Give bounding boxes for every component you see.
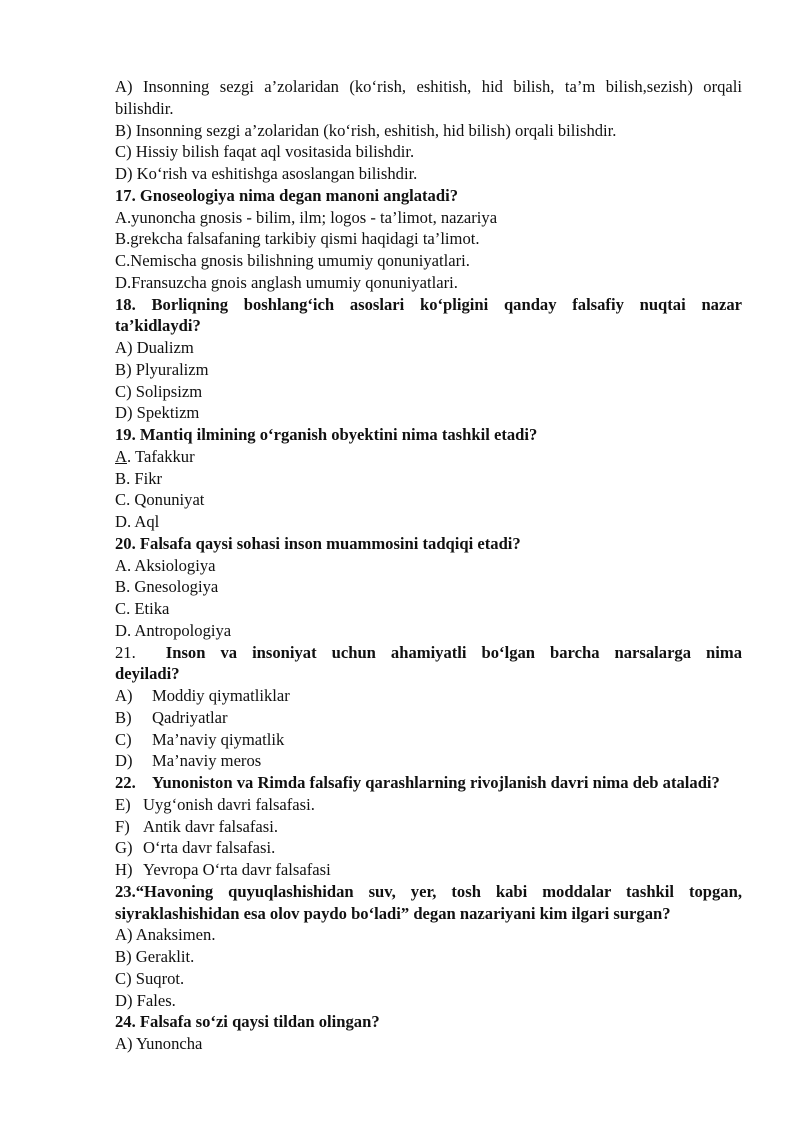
q20-option-c: C. Etika (115, 599, 170, 618)
q19-option-a (115, 446, 742, 468)
q21-option-d: D) Ma’naviy meros (115, 751, 262, 771)
q20-option-d: D. Antropologiya (115, 620, 232, 640)
document-page (115, 76, 742, 1055)
q19-option-c: C. Qonuniyat (115, 490, 205, 510)
q19-question: 19. Mantiq ilmining o‘rganish obyektini nima tashkil etadi? (115, 425, 538, 444)
q23-option-d: D) Fales. (115, 990, 176, 1010)
q22-option-f: F) Antik davr falsafasi. (115, 816, 279, 836)
q22-option-e: E) Uyg‘onish davri falsafasi. (115, 794, 315, 814)
q16-option-a-line2: bilishdir. (115, 98, 174, 118)
q21-question-line2: deyiladi? (115, 664, 180, 684)
q21-number: 21. (115, 642, 136, 662)
q16-option-a-line1: A) Insonning sezgi a’zolaridan (ko‘rish, eshitish, hid bilish, ta’m bilish,sezish) orqali (115, 77, 742, 96)
q20-option-a: A. Aksiologiya (115, 555, 216, 575)
q19-option-b: B. Fikr (115, 468, 163, 488)
q22-option-g: G) O‘rta davr falsafasi. (115, 838, 276, 858)
q18-question-line1: 18. Borliqning boshlang‘ich asoslari ko‘pligini qanday falsafiy nuqtai nazar (115, 294, 742, 314)
q22-number: 22. (115, 773, 136, 792)
q18-option-c: C) Solipsizm (115, 381, 203, 401)
q21-option-a: A) Moddiy qiymatliklar (115, 686, 290, 705)
q16-option-c: C) Hissiy bilish faqat aql vositasida bilishdir. (115, 142, 415, 162)
q21-question-line1: 21. Inson va insoniyat uchun ahamiyatli bo‘lgan barcha narsalarga nima (115, 642, 742, 662)
q17-option-a: A.yunoncha gnosis - bilim, ilm; logos - ta’limot, nazariya (115, 207, 498, 227)
q23-question-line2: siyraklashishidan esa olov paydo bo‘ladi” degan nazariyani kim ilgari surgan? (115, 903, 671, 923)
q23-question-line1: 23.“Havoning quyuqlashishidan suv, yer, tosh kabi moddalar tashkil topgan, (115, 881, 742, 901)
q20-question: 20. Falsafa qaysi sohasi inson muammosini tadqiqi etadi? (115, 533, 521, 553)
q22-option-h: H) Yevropa O‘rta davr falsafasi (115, 860, 331, 879)
q19-option-a-letter: A (115, 446, 127, 466)
q16-option-b: B) Insonning sezgi a’zolaridan (ko‘rish, eshitish, hid bilish) orqali bilishdir. (115, 120, 617, 140)
q16-option-d: D) Ko‘rish va eshitishga asoslangan bilishdir. (115, 164, 418, 183)
q20-option-b: B. Gnesologiya (115, 577, 219, 597)
q17-option-c: C.Nemischa gnosis bilishning umumiy qonuniyatlari. (115, 251, 470, 270)
q18-option-a: A) Dualizm (115, 338, 194, 357)
q23-option-b: B) Geraklit. (115, 947, 195, 966)
q17-question: 17. Gnoseologiya nima degan manoni anglatadi? (115, 185, 458, 205)
q21-option-c: C) Ma’naviy qiymatlik (115, 729, 285, 749)
q19-option-a-text: . Tafakkur (126, 446, 195, 466)
q21-option-b: B) Qadriyatlar (115, 707, 228, 727)
q24-question: 24. Falsafa so‘zi qaysi tildan olingan? (115, 1012, 380, 1032)
q18-option-d: D) Spektizm (115, 403, 200, 423)
q17-option-b: B.grekcha falsafaning tarkibiy qismi haqidagi ta’limot. (115, 229, 480, 249)
q18-option-b: B) Plyuralizm (115, 359, 209, 379)
q19-option-d: D. Aql (115, 512, 160, 531)
q24-option-a: A) Yunoncha (115, 1034, 203, 1053)
q22-question: 22. Yunoniston va Rimda falsafiy qarashlarning rivojlanish davri nima deb ataladi? (115, 773, 720, 792)
q23-option-a: A) Anaksimen. (115, 925, 216, 945)
q17-option-d: D.Fransuzcha gnois anglash umumiy qonuniyatlari. (115, 272, 458, 292)
q18-question-line2: ta’kidlaydi? (115, 316, 201, 336)
q23-option-c: C) Suqrot. (115, 968, 185, 988)
